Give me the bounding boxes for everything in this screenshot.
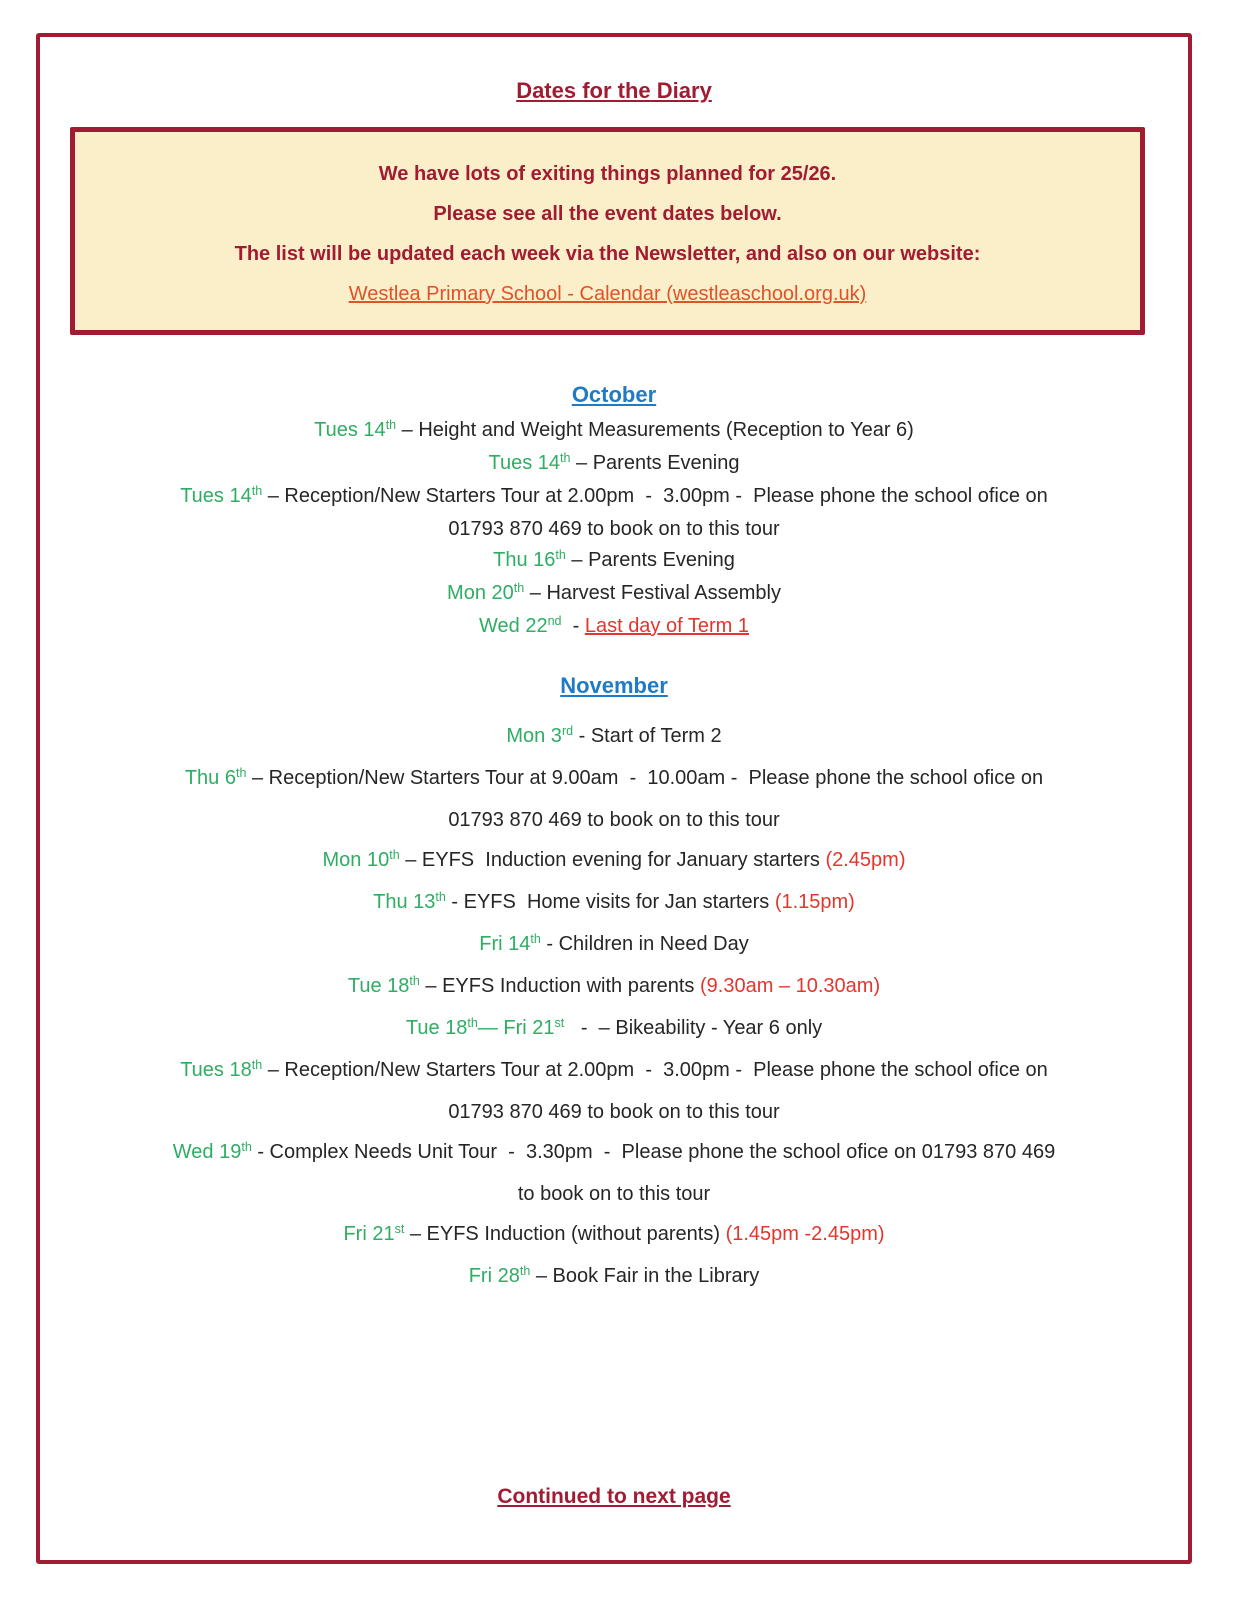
event-text: – Reception/New Starters Tour at 9.00am - 10.00am - Please phone the school ofice on bbox=[246, 767, 1044, 789]
event-date: Wed 22 bbox=[479, 615, 548, 637]
event-text: – EYFS Induction with parents bbox=[419, 975, 700, 997]
event-line bbox=[80, 578, 1148, 611]
event-date: Wed 19 bbox=[172, 1141, 242, 1163]
event-date-ordinal: th bbox=[241, 1140, 252, 1154]
event-line bbox=[80, 1050, 1148, 1092]
event bbox=[80, 1214, 1148, 1256]
event-date: Fri 21 bbox=[343, 1223, 395, 1245]
event-highlight: Last day of Term 1 bbox=[584, 615, 749, 637]
event-line bbox=[80, 1008, 1148, 1050]
notice-line: The list will be updated each week via the Newsletter, and also on our website: bbox=[234, 243, 981, 265]
event-text: 01793 870 469 to book on to this tour bbox=[448, 518, 780, 540]
notice-line: We have lots of exiting things planned for 25/26. bbox=[378, 163, 837, 185]
event-text: 01793 870 469 to book on to this tour bbox=[448, 809, 780, 831]
event-date-ordinal: th bbox=[530, 932, 541, 946]
event-line bbox=[80, 448, 1148, 481]
event-text: – Reception/New Starters Tour at 2.00pm - 3.00pm - Please phone the school ofice on bbox=[262, 485, 1048, 507]
event bbox=[80, 1256, 1148, 1298]
event-line bbox=[80, 1092, 1148, 1132]
event-date-ordinal: th bbox=[409, 974, 420, 988]
event-date: Tue 18 bbox=[405, 1017, 468, 1039]
event-line bbox=[80, 1132, 1148, 1174]
event-line bbox=[80, 840, 1148, 882]
event-line bbox=[80, 1174, 1148, 1214]
notice-box bbox=[70, 127, 1145, 335]
month-section bbox=[40, 381, 1188, 644]
event-date-ordinal: th bbox=[389, 848, 400, 862]
event-line bbox=[80, 882, 1148, 924]
event-time: (9.30am – 10.30am) bbox=[700, 975, 881, 997]
event-date-ordinal: th bbox=[435, 890, 446, 904]
event-text: – Book Fair in the Library bbox=[530, 1265, 760, 1287]
event bbox=[80, 840, 1148, 882]
events-area bbox=[40, 381, 1188, 1298]
event bbox=[80, 481, 1148, 545]
event-line bbox=[80, 481, 1148, 514]
event-date: Thu 16 bbox=[493, 549, 556, 571]
month-section bbox=[40, 672, 1188, 1298]
event-date: Tues 18 bbox=[180, 1059, 252, 1081]
event-line bbox=[80, 415, 1148, 448]
notice-line: Please see all the event dates below. bbox=[433, 203, 782, 225]
event-text: – EYFS Induction evening for January starters bbox=[399, 849, 826, 871]
event bbox=[80, 578, 1148, 611]
page-title: Dates for the Diary bbox=[516, 78, 712, 103]
event-text: – Reception/New Starters Tour at 2.00pm - 3.00pm - Please phone the school ofice on bbox=[262, 1059, 1048, 1081]
event-date: Tues 14 bbox=[488, 452, 561, 474]
event-date-ordinal: th bbox=[251, 484, 263, 498]
event-date-ordinal: th bbox=[555, 548, 566, 562]
event-text: – EYFS Induction (without parents) bbox=[404, 1223, 726, 1245]
event bbox=[80, 716, 1148, 758]
event-text: - Children in Need Day bbox=[540, 933, 749, 955]
month-heading: October bbox=[571, 382, 657, 407]
event bbox=[80, 1132, 1148, 1214]
event-date-ordinal: th bbox=[519, 1264, 531, 1278]
event-time: (2.45pm) bbox=[825, 849, 906, 871]
event-date-ordinal: st bbox=[394, 1222, 405, 1236]
event-date: Mon 20 bbox=[447, 582, 514, 604]
event-date: Thu 13 bbox=[373, 891, 436, 913]
page-border bbox=[36, 33, 1192, 1564]
event bbox=[80, 1050, 1148, 1132]
event-date: Tues 14 bbox=[180, 485, 252, 507]
event-date-ordinal: th bbox=[560, 451, 571, 465]
event-date-ordinal: th bbox=[235, 766, 247, 780]
event-line bbox=[80, 1214, 1148, 1256]
event-line bbox=[80, 924, 1148, 966]
event-line bbox=[80, 545, 1148, 578]
event-line bbox=[80, 514, 1148, 545]
event-text: – Parents Evening bbox=[565, 549, 735, 571]
event-date: Thu 6 bbox=[184, 767, 236, 789]
event-date-ordinal: th bbox=[251, 1058, 263, 1072]
event-date: — Fri 21 bbox=[477, 1017, 555, 1039]
event-line bbox=[80, 1256, 1148, 1298]
event-date: Tues 14 bbox=[314, 419, 386, 441]
event-date: Tue 18 bbox=[347, 975, 410, 997]
event-text: – Height and Weight Measurements (Reception to Year 6) bbox=[396, 419, 914, 441]
event-date: Mon 3 bbox=[506, 725, 562, 747]
event-date-ordinal: th bbox=[513, 581, 525, 595]
event-text: - Complex Needs Unit Tour - 3.30pm - Please phone the school ofice on 01793 870 469 bbox=[251, 1141, 1056, 1163]
event-text: 01793 870 469 to book on to this tour bbox=[448, 1101, 780, 1123]
event-date-ordinal: st bbox=[554, 1016, 565, 1030]
event bbox=[80, 1008, 1148, 1050]
month-heading: November bbox=[560, 673, 668, 698]
event-line bbox=[80, 800, 1148, 840]
event-text: to book on to this tour bbox=[517, 1183, 711, 1205]
event-text: - bbox=[561, 615, 585, 637]
event bbox=[80, 882, 1148, 924]
continued-note: Continued to next page bbox=[497, 1485, 731, 1508]
event bbox=[80, 758, 1148, 840]
event bbox=[80, 611, 1148, 644]
event-date-ordinal: nd bbox=[547, 614, 562, 628]
event-line bbox=[80, 758, 1148, 800]
event-line bbox=[80, 716, 1148, 758]
event bbox=[80, 415, 1148, 448]
event-line bbox=[80, 966, 1148, 1008]
event-text: – Harvest Festival Assembly bbox=[524, 582, 781, 604]
event-date-ordinal: th bbox=[467, 1016, 478, 1030]
event-date: Mon 10 bbox=[322, 849, 390, 871]
event-date-ordinal: rd bbox=[561, 724, 574, 738]
event-text: - – Bikeability - Year 6 only bbox=[564, 1017, 823, 1039]
event-text: - EYFS Home visits for Jan starters bbox=[445, 891, 775, 913]
event-list bbox=[40, 415, 1188, 644]
event-date: Fri 14 bbox=[479, 933, 531, 955]
event bbox=[80, 966, 1148, 1008]
event-text: – Parents Evening bbox=[570, 452, 740, 474]
event-text: - Start of Term 2 bbox=[573, 725, 722, 747]
event-line bbox=[80, 611, 1148, 644]
calendar-link[interactable]: Westlea Primary School - Calendar (westleaschool.org.uk) bbox=[348, 283, 867, 305]
event-date-ordinal: th bbox=[385, 418, 397, 432]
event-list bbox=[40, 710, 1188, 1298]
event bbox=[80, 924, 1148, 966]
event-time: (1.45pm -2.45pm) bbox=[725, 1223, 885, 1245]
event bbox=[80, 448, 1148, 481]
event bbox=[80, 545, 1148, 578]
event-time: (1.15pm) bbox=[774, 891, 855, 913]
event-date: Fri 28 bbox=[468, 1265, 520, 1287]
